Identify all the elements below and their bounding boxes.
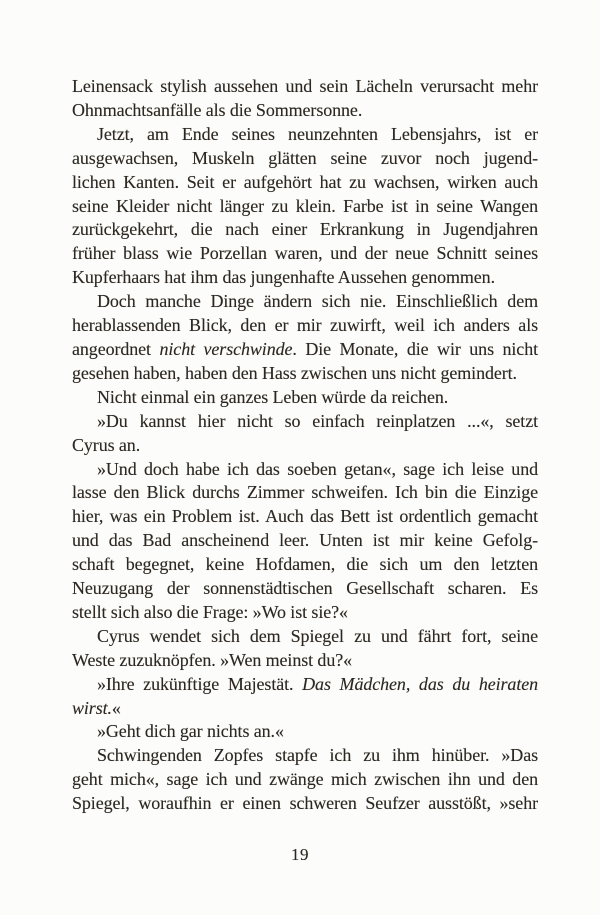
text-segment: Schwingenden Zopfes stapfe ich zu ihm hinüber. »Das bbox=[97, 745, 538, 766]
text-segment: ausgewachsen, Muskeln glätten seine zuvor noch jugend- bbox=[72, 147, 538, 168]
text-line bbox=[72, 171, 538, 195]
italic-text-segment: wirst. bbox=[72, 697, 112, 718]
text-line bbox=[72, 386, 538, 410]
text-segment: Cyrus an. bbox=[72, 434, 141, 455]
text-line bbox=[72, 290, 538, 314]
text-line bbox=[72, 242, 538, 266]
text-line bbox=[72, 577, 538, 601]
text-line bbox=[72, 266, 538, 290]
text-segment: Nicht einmal ein ganzes Leben würde da reichen. bbox=[97, 386, 449, 407]
text-segment: Cyrus wendet sich dem Spiegel zu und fährt fort, seine bbox=[97, 625, 538, 646]
text-segment: Kupferhaars hat ihm das jungenhafte Aussehen genommen. bbox=[72, 267, 495, 288]
text-segment: Jetzt, am Ende seines neunzehnten Lebensjahrs, ist er bbox=[97, 123, 538, 144]
text-line bbox=[72, 697, 538, 721]
text-segment: früher blass wie Porzellan waren, und der neue Schnitt seines bbox=[72, 243, 538, 264]
text-line bbox=[72, 434, 538, 458]
text-segment: lichen Kanten. Seit er aufgehört hat zu wachsen, wirken auch bbox=[72, 171, 538, 192]
text-segment: »Du kannst hier nicht so einfach reinplatzen ...«, setzt bbox=[97, 410, 538, 431]
text-line bbox=[72, 649, 538, 673]
text-segment: und das Bad anscheinend leer. Unten ist mir keine Gefolg- bbox=[72, 530, 538, 551]
text-line bbox=[72, 99, 538, 123]
text-segment: Leinensack stylish aussehen und sein Lächeln verursacht mehr bbox=[72, 76, 538, 96]
text-segment: schaft begegnet, keine Hofdamen, die sich um den letzten bbox=[72, 554, 538, 575]
text-line bbox=[72, 147, 538, 171]
text-line bbox=[72, 458, 538, 482]
text-segment: herablassenden Blick, den er mir zuwirft, weil ich anders als bbox=[72, 315, 538, 336]
text-line bbox=[72, 625, 538, 649]
text-segment: »Geht dich gar nichts an.« bbox=[97, 721, 284, 742]
text-segment: Ohnmachtsanfälle als die Sommersonne. bbox=[72, 99, 363, 120]
text-line bbox=[72, 529, 538, 553]
text-line bbox=[72, 123, 538, 147]
text-line bbox=[72, 481, 538, 505]
text-segment: Neuzugang der sonnenstädtischen Gesellschaft scharen. Es bbox=[72, 578, 538, 599]
text-segment: Spiegel, woraufhin er einen schweren Seufzer ausstößt, »sehr bbox=[72, 793, 538, 814]
text-segment: »Und doch habe ich das soeben getan«, sage ich leise und bbox=[97, 458, 538, 479]
text-line bbox=[72, 673, 538, 697]
text-line bbox=[72, 410, 538, 434]
page-number: 19 bbox=[291, 845, 309, 864]
text-line bbox=[72, 601, 538, 625]
text-line bbox=[72, 505, 538, 529]
text-line bbox=[72, 195, 538, 219]
italic-text-segment: nicht verschwinde bbox=[159, 338, 293, 359]
text-segment: . Die Monate, die wir uns nicht bbox=[292, 338, 538, 359]
text-segment: « bbox=[111, 697, 121, 718]
text-segment: Doch manche Dinge ändern sich nie. Einschließlich dem bbox=[97, 291, 538, 312]
text-line bbox=[72, 720, 538, 744]
text-line bbox=[72, 768, 538, 792]
text-line bbox=[72, 792, 538, 816]
text-segment: gesehen haben, haben den Hass zwischen uns nicht gemindert. bbox=[72, 362, 517, 383]
text-segment: hier, was ein Problem ist. Auch das Bett ist ordentlich gemacht bbox=[72, 506, 538, 527]
text-line bbox=[72, 75, 538, 99]
text-line bbox=[72, 553, 538, 577]
text-segment: angeordnet bbox=[72, 338, 160, 359]
text-segment: lasse den Blick durchs Zimmer schweifen. Ich bin die Einzige bbox=[72, 482, 538, 503]
text-segment: geht mich«, sage ich und zwänge mich zwischen ihn und den bbox=[72, 769, 538, 790]
text-segment: »Ihre zukünftige Majestät. bbox=[97, 673, 303, 694]
text-line bbox=[72, 744, 538, 768]
text-segment: Weste zuzuknöpfen. »Wen meinst du?« bbox=[72, 649, 353, 670]
text-segment: zurückgekehrt, die nach einer Erkrankung in Jugendjahren bbox=[72, 219, 538, 240]
text-line bbox=[72, 218, 538, 242]
text-line bbox=[72, 314, 538, 338]
text-segment: stellt sich also die Frage: »Wo ist sie?« bbox=[72, 601, 348, 622]
text-line bbox=[72, 338, 538, 362]
italic-text-segment: Das Mädchen, das du heiraten bbox=[302, 673, 539, 694]
text-segment: seine Kleider nicht länger zu klein. Farbe ist in seine Wangen bbox=[72, 195, 538, 216]
text-block bbox=[72, 75, 538, 816]
text-line bbox=[72, 362, 538, 386]
